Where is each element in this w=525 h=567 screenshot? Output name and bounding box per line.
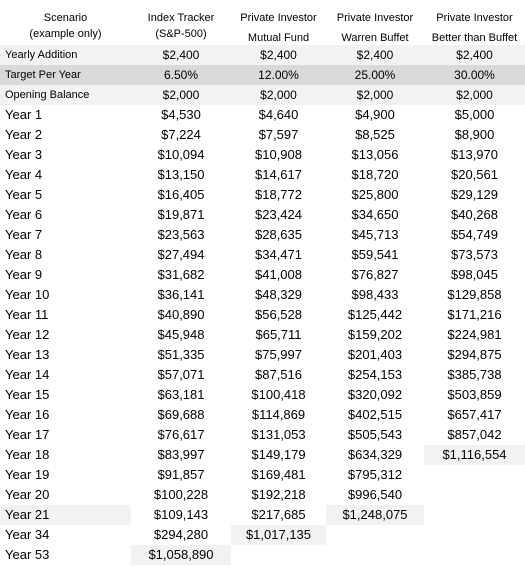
balance-cell-index-tracker: $4,530	[161, 107, 201, 122]
table-row	[0, 505, 525, 525]
year-label: Year 9	[5, 267, 43, 282]
balance-cell-mutual-fund: $75,997	[255, 347, 302, 362]
balance-cell-mutual-fund: $192,218	[251, 487, 306, 502]
year-label: Year 8	[5, 247, 43, 262]
header-warren-buffet-line1: Private Investor	[336, 12, 414, 24]
balance-cell-index-tracker: $31,682	[157, 267, 205, 282]
balance-cell-warren-buffet: $8,525	[355, 127, 395, 142]
balance-cell-mutual-fund: $100,418	[251, 387, 306, 402]
header-better-than-buffet-line1: Private Investor	[436, 12, 513, 24]
balance-cell-index-tracker: $63,181	[157, 387, 205, 402]
table-row	[0, 165, 525, 185]
table-row	[0, 405, 525, 425]
year-label: Year 12	[5, 327, 50, 342]
balance-cell-warren-buffet	[326, 525, 424, 545]
balance-cell-warren-buffet: $254,153	[347, 367, 403, 382]
balance-cell-warren-buffet: $59,541	[351, 247, 399, 262]
header-index-tracker	[131, 0, 231, 45]
balance-cell-better-than-buffet: $171,216	[447, 307, 502, 322]
balance-cell-better-than-buffet: $503,859	[447, 387, 502, 402]
balance-cell-index-tracker: $69,688	[157, 407, 205, 422]
year-label: Year 13	[5, 347, 50, 362]
balance-cell-index-tracker: $51,335	[157, 347, 205, 362]
header-mutual-fund-line2: Mutual Fund	[247, 32, 310, 44]
balance-cell-index-tracker: $91,857	[157, 467, 205, 482]
balance-cell-warren-buffet	[326, 545, 424, 565]
header-better-than-buffet	[424, 0, 525, 45]
balance-cell-mutual-fund: $131,053	[251, 427, 306, 442]
table-row	[0, 485, 525, 505]
year-label: Year 20	[5, 487, 50, 502]
column-header-row	[0, 0, 525, 45]
table-row	[0, 345, 525, 365]
table-row	[0, 285, 525, 305]
balance-cell-mutual-fund: $7,597	[258, 127, 299, 142]
balance-cell-warren-buffet: $98,433	[351, 287, 399, 302]
balance-cell-index-tracker: $27,494	[157, 247, 205, 262]
balance-cell-mutual-fund: $23,424	[255, 207, 302, 222]
balance-cell-index-tracker: $100,228	[153, 487, 209, 502]
balance-cell-mutual-fund: $48,329	[255, 287, 302, 302]
balance-cell-mutual-fund: $87,516	[255, 367, 302, 382]
table-row	[0, 205, 525, 225]
year-label: Year 17	[5, 427, 50, 442]
year-label: Year 53	[5, 547, 50, 562]
balance-cell-better-than-buffet	[424, 485, 525, 505]
balance-cell-warren-buffet: $505,543	[347, 427, 403, 442]
table-row	[0, 305, 525, 325]
balance-cell-mutual-fund	[231, 545, 326, 565]
table-row	[0, 145, 525, 165]
table-row	[0, 525, 525, 545]
balance-cell-warren-buffet: $45,713	[351, 227, 399, 242]
balance-cell-better-than-buffet: $129,858	[447, 287, 502, 302]
balance-cell-mutual-fund: $65,711	[255, 327, 302, 342]
table-row	[0, 125, 525, 145]
header-mutual-fund-line1: Private Investor	[240, 12, 317, 24]
balance-cell-mutual-fund: $1,017,135	[231, 525, 326, 545]
balance-cell-index-tracker: $83,997	[157, 447, 205, 462]
balance-cell-warren-buffet: $13,056	[351, 147, 399, 162]
balance-cell-better-than-buffet: $857,042	[447, 427, 502, 442]
header-scenario-line2: (example only)	[29, 28, 102, 40]
balance-cell-index-tracker: $57,071	[157, 367, 205, 382]
balance-cell-index-tracker: $13,150	[157, 167, 205, 182]
meta-row-label: Opening Balance	[0, 85, 131, 105]
balance-cell-index-tracker: $23,563	[157, 227, 205, 242]
balance-cell-index-tracker: $19,871	[157, 207, 205, 222]
table-row	[0, 445, 525, 465]
header-better-than-buffet-line2: Better than Buffet	[431, 32, 518, 44]
meta-cell-index-tracker: $2,400	[131, 45, 231, 65]
year-label: Year 16	[5, 407, 50, 422]
year-label: Year 4	[5, 167, 43, 182]
meta-cell-index-tracker: $2,000	[131, 85, 231, 105]
meta-cell-warren-buffet: 25.00%	[326, 65, 424, 85]
table-row	[0, 325, 525, 345]
balance-cell-index-tracker: $45,948	[157, 327, 205, 342]
year-label: Year 34	[5, 527, 50, 542]
balance-cell-mutual-fund: $4,640	[258, 107, 299, 122]
balance-cell-index-tracker: $16,405	[157, 187, 205, 202]
balance-cell-warren-buffet: $18,720	[351, 167, 399, 182]
balance-cell-better-than-buffet: $54,749	[451, 227, 498, 242]
balance-cell-better-than-buffet: $5,000	[454, 107, 495, 122]
balance-cell-mutual-fund: $169,481	[251, 467, 306, 482]
year-label: Year 14	[5, 367, 50, 382]
year-label: Year 11	[5, 307, 49, 322]
balance-cell-better-than-buffet: $657,417	[447, 407, 502, 422]
balance-cell-mutual-fund: $114,869	[251, 407, 306, 422]
meta-cell-mutual-fund: 12.00%	[231, 65, 326, 85]
year-label: Year 18	[5, 447, 50, 462]
table-row	[0, 425, 525, 445]
balance-cell-index-tracker: $76,617	[157, 427, 205, 442]
balance-cell-better-than-buffet: $8,900	[454, 127, 495, 142]
meta-row-label: Target Per Year	[0, 65, 131, 85]
balance-cell-better-than-buffet: $385,738	[447, 367, 502, 382]
balance-cell-better-than-buffet: $13,970	[451, 147, 498, 162]
year-label: Year 1	[5, 107, 43, 122]
balance-cell-warren-buffet: $159,202	[347, 327, 403, 342]
balance-cell-mutual-fund: $34,471	[255, 247, 302, 262]
meta-row-label: Yearly Addition	[0, 45, 131, 65]
table-row	[0, 105, 525, 125]
header-index-tracker-line2: (S&P-500)	[155, 28, 207, 40]
meta-cell-warren-buffet: $2,000	[326, 85, 424, 105]
table-row	[0, 185, 525, 205]
balance-cell-better-than-buffet: $20,561	[451, 167, 498, 182]
balance-cell-better-than-buffet: $98,045	[451, 267, 498, 282]
balance-cell-warren-buffet: $1,248,075	[326, 505, 424, 525]
year-label: Year 19	[5, 467, 50, 482]
balance-cell-better-than-buffet: $73,573	[451, 247, 498, 262]
year-label: Year 7	[5, 227, 43, 242]
balance-cell-mutual-fund: $217,685	[251, 507, 306, 522]
year-label: Year 2	[5, 127, 43, 142]
balance-cell-index-tracker: $294,280	[153, 527, 209, 542]
table-row	[0, 385, 525, 405]
year-label: Year 21	[0, 505, 131, 525]
year-label: Year 3	[5, 147, 43, 162]
year-label: Year 10	[5, 287, 50, 302]
table-body	[0, 45, 525, 565]
balance-cell-index-tracker: $40,890	[157, 307, 205, 322]
balance-cell-mutual-fund: $56,528	[255, 307, 302, 322]
table-row	[0, 545, 525, 565]
balance-cell-index-tracker: $10,094	[157, 147, 205, 162]
meta-cell-warren-buffet: $2,400	[326, 45, 424, 65]
balance-cell-mutual-fund: $149,179	[251, 447, 306, 462]
meta-row	[0, 85, 525, 105]
meta-cell-mutual-fund: $2,400	[231, 45, 326, 65]
balance-cell-warren-buffet: $320,092	[347, 387, 403, 402]
balance-cell-better-than-buffet	[424, 525, 525, 545]
balance-cell-warren-buffet: $25,800	[351, 187, 399, 202]
meta-cell-better-than-buffet: $2,400	[424, 45, 525, 65]
balance-cell-mutual-fund: $18,772	[255, 187, 302, 202]
balance-cell-better-than-buffet: $29,129	[451, 187, 498, 202]
header-mutual-fund	[231, 0, 326, 45]
year-label: Year 6	[5, 207, 43, 222]
meta-cell-better-than-buffet: $2,000	[424, 85, 525, 105]
balance-cell-index-tracker: $1,058,890	[131, 545, 231, 565]
balance-cell-better-than-buffet	[424, 465, 525, 485]
balance-cell-warren-buffet: $795,312	[347, 467, 403, 482]
balance-cell-index-tracker: $109,143	[153, 507, 209, 522]
balance-cell-better-than-buffet: $1,116,554	[424, 445, 525, 465]
balance-cell-index-tracker: $36,141	[157, 287, 205, 302]
header-warren-buffet-line2: Warren Buffet	[341, 32, 409, 44]
meta-cell-mutual-fund: $2,000	[231, 85, 326, 105]
year-label: Year 5	[5, 187, 43, 202]
balance-cell-mutual-fund: $41,008	[255, 267, 302, 282]
meta-row	[0, 45, 525, 65]
table-row	[0, 225, 525, 245]
balance-cell-better-than-buffet: $294,875	[447, 347, 502, 362]
header-scenario	[0, 0, 131, 45]
balance-cell-warren-buffet: $76,827	[351, 267, 399, 282]
balance-cell-better-than-buffet: $224,981	[447, 327, 502, 342]
balance-cell-better-than-buffet	[424, 505, 525, 525]
balance-cell-mutual-fund: $14,617	[255, 167, 302, 182]
header-scenario-line1: Scenario	[43, 12, 88, 24]
table-row	[0, 465, 525, 485]
balance-cell-warren-buffet: $34,650	[351, 207, 399, 222]
table-row	[0, 365, 525, 385]
balance-cell-warren-buffet: $402,515	[347, 407, 403, 422]
meta-cell-better-than-buffet: 30.00%	[424, 65, 525, 85]
balance-cell-warren-buffet: $996,540	[347, 487, 403, 502]
balance-cell-index-tracker: $7,224	[161, 127, 201, 142]
balance-cell-better-than-buffet	[424, 545, 525, 565]
meta-cell-index-tracker: 6.50%	[131, 65, 231, 85]
balance-cell-mutual-fund: $10,908	[255, 147, 302, 162]
meta-row	[0, 65, 525, 85]
year-label: Year 15	[5, 387, 50, 402]
header-warren-buffet	[326, 0, 424, 45]
balance-cell-better-than-buffet: $40,268	[451, 207, 498, 222]
balance-cell-warren-buffet: $201,403	[347, 347, 403, 362]
table-row	[0, 245, 525, 265]
header-index-tracker-line1: Index Tracker	[147, 12, 215, 24]
balance-cell-warren-buffet: $4,900	[355, 107, 395, 122]
balance-cell-warren-buffet: $125,442	[347, 307, 403, 322]
balance-cell-warren-buffet: $634,329	[347, 447, 403, 462]
table-row	[0, 265, 525, 285]
balance-cell-mutual-fund: $28,635	[255, 227, 302, 242]
